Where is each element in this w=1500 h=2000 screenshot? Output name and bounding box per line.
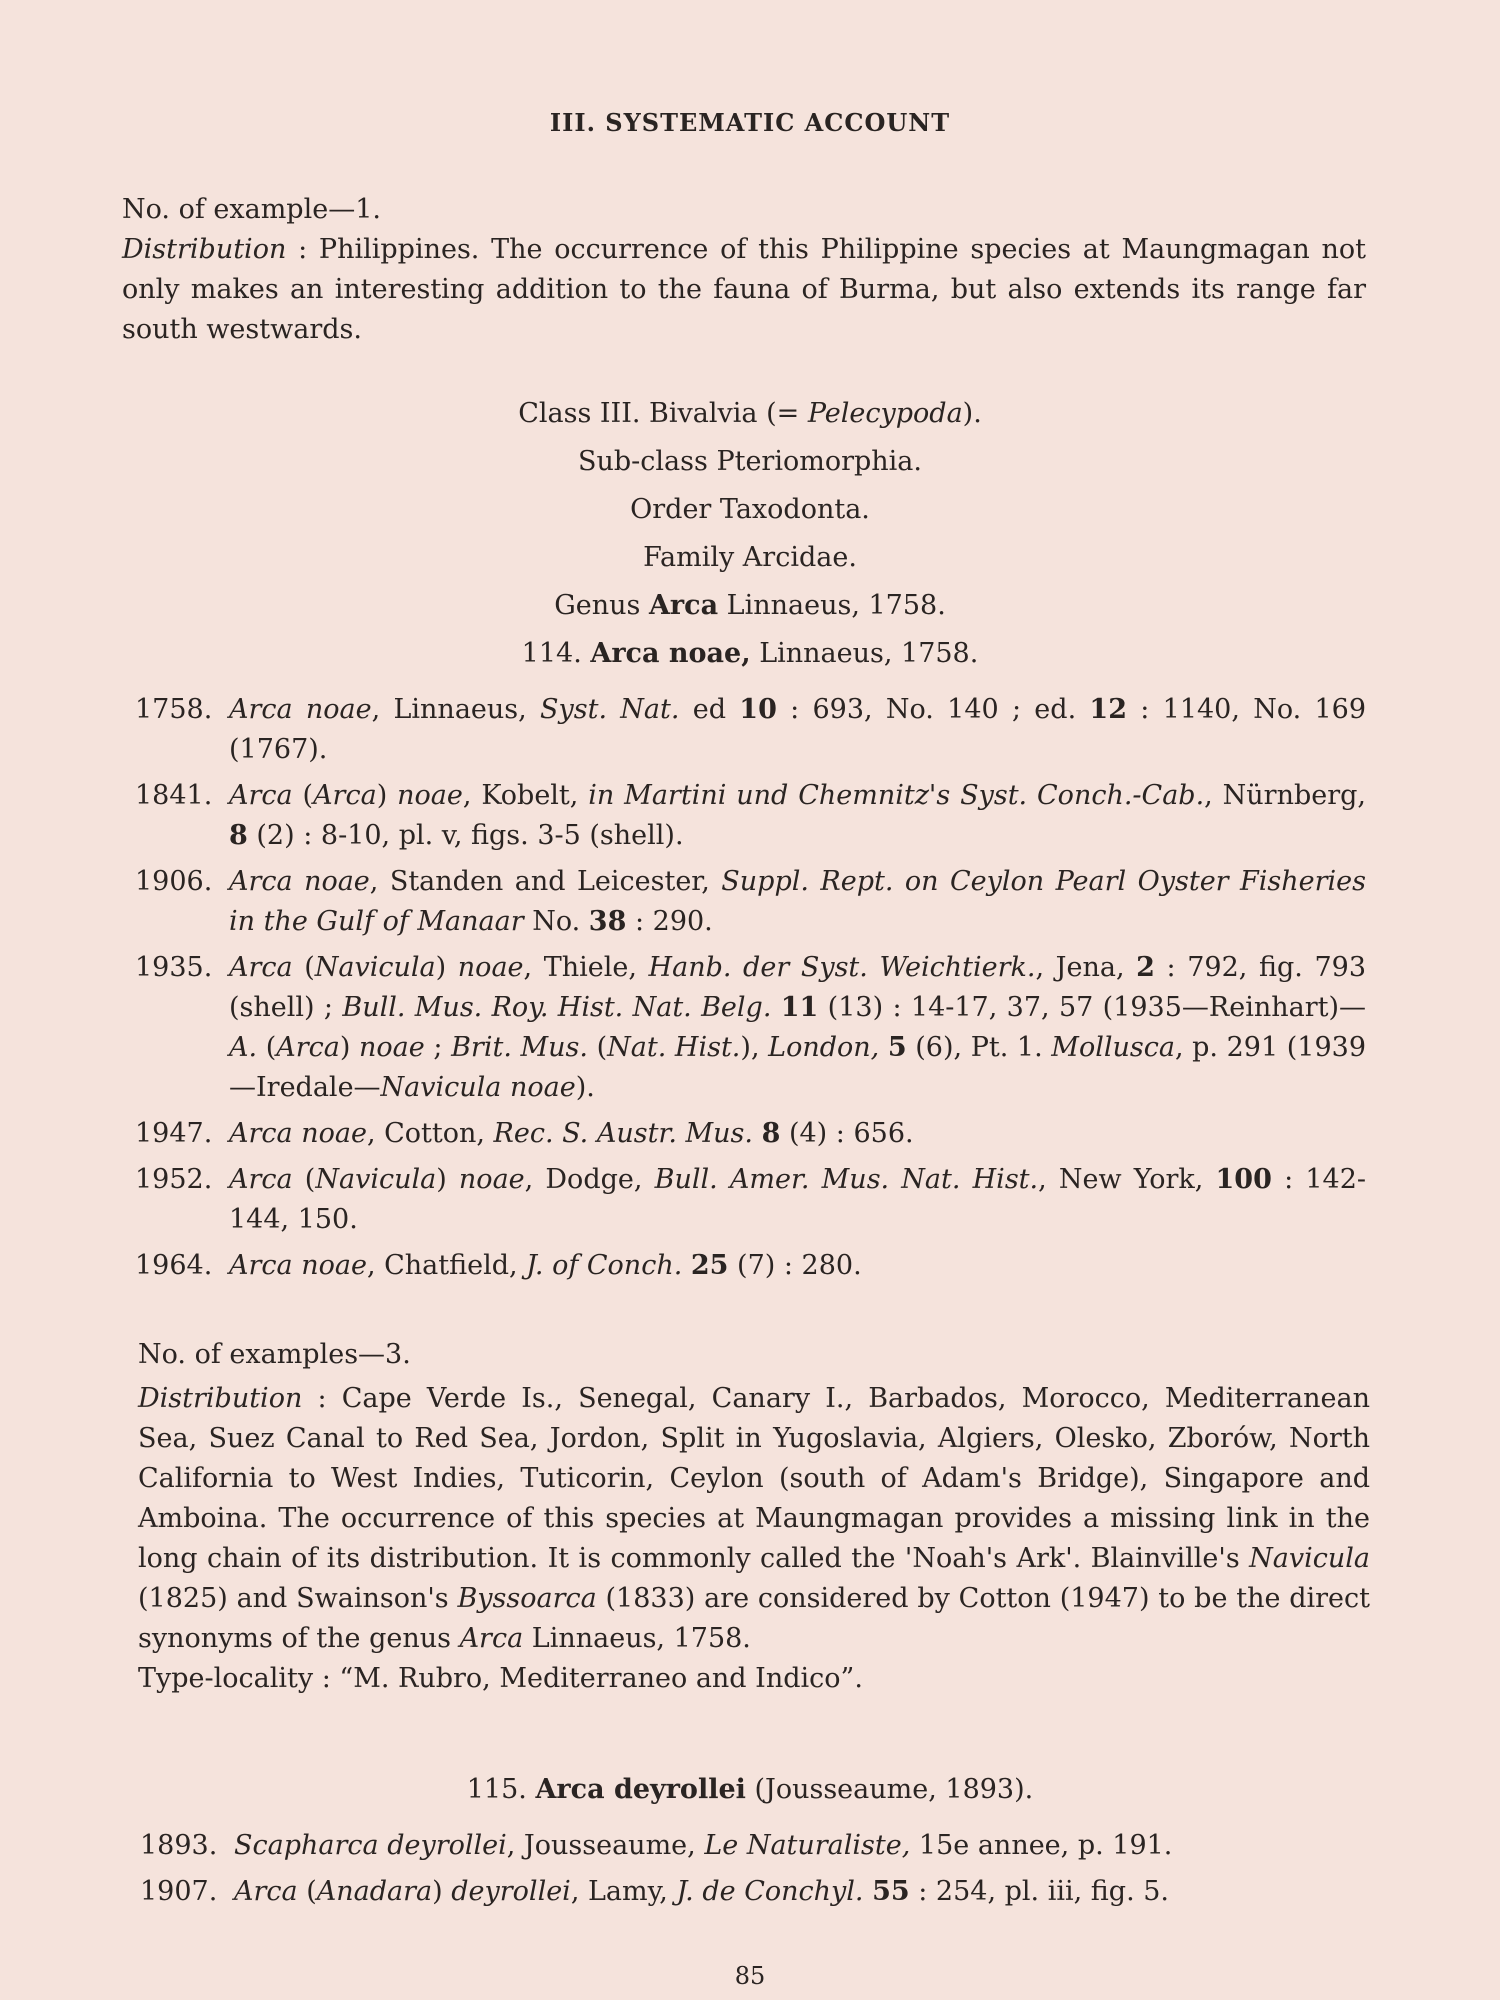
taxonomy-block <box>0 390 1500 678</box>
family-line: Family Arcidae. <box>643 542 857 573</box>
section-1 <box>122 190 1366 350</box>
section-2 <box>138 1335 1370 1699</box>
examples-count-2: No. of examples—3. <box>138 1339 411 1370</box>
running-header: III. SYSTEMATIC ACCOUNT <box>549 108 951 137</box>
subclass-line: Sub-class Pteriomorphia. <box>578 446 922 477</box>
page-number: 85 <box>734 1962 766 1990</box>
type-locality: Type-locality : “M. Rubro, Mediterraneo and Indico”. <box>138 1663 863 1694</box>
class-line: Class III. Bivalvia (= Pelecypoda). <box>518 398 982 429</box>
reference-entry: 1947. Arca noae, Cotton, Rec. S. Austr. Mus. 8 (4) : 656. <box>135 1118 914 1149</box>
reference-entry: 1758. Arca noae, Linnaeus, Syst. Nat. ed 10 : 693, No. 140 ; ed. 12 : 1140, No. 169 (1767). <box>135 694 1366 765</box>
reference-entry: 1952. Arca (Navicula) noae, Dodge, Bull. Amer. Mus. Nat. Hist., New York, 100 : 142-144, 150. <box>135 1164 1366 1235</box>
genus-line: Genus Arca Linnaeus, 1758. <box>554 590 946 621</box>
reference-entry: 1841. Arca (Arca) noae, Kobelt, in Martini und Chemnitz's Syst. Conch.-Cab., Nürnberg, 8 (2) : 8-10, pl. v, figs. 3-5 (shell). <box>135 780 1366 851</box>
order-line: Order Taxodonta. <box>630 494 870 525</box>
distribution-2: Distribution : Cape Verde Is., Senegal, Canary I., Barbados, Morocco, Mediterranean Sea, Suez Canal to Red Sea, Jordon, Split in Yugoslavia, Algiers, Olesko, Zborów, North California to West Indies, Tuticorin, Ceylon (south of Adam's Bridge), Singapore and Amboina. The occurrence of this species at Maungmagan provides a missing link in the long chain of its distribution. It is commonly called the 'Noah's Ark'. Blainville's Navicula (1825) and Swainson's Byssoarca (1833) are considered by Cotton (1947) to be the direct synonyms of the genus Arca Linnaeus, 1758. <box>138 1383 1371 1654</box>
references-115 <box>140 1826 1366 1918</box>
reference-entry: 1907. Arca (Anadara) deyrollei, Lamy, J. de Conchyl. 55 : 254, pl. iii, fig. 5. <box>140 1876 1169 1907</box>
species-114-heading: 114. Arca noae, Linnaeus, 1758. <box>521 638 979 669</box>
reference-entry: 1893. Scapharca deyrollei, Jousseaume, Le Naturaliste, 15e annee, p. 191. <box>140 1830 1173 1861</box>
reference-entry: 1906. Arca noae, Standen and Leicester, Suppl. Rept. on Ceylon Pearl Oyster Fisheries in the Gulf of Manaar No. 38 : 290. <box>135 866 1366 937</box>
references-114 <box>135 690 1366 1292</box>
reference-entry: 1935. Arca (Navicula) noae, Thiele, Hanb. der Syst. Weichtierk., Jena, 2 : 792, fig. 793 (shell) ; Bull. Mus. Roy. Hist. Nat. Belg. 11 (13) : 14-17, 37, 57 (1935—Reinhart)—A. (Arca) noae ; Brit. Mus. (Nat. Hist.), London, 5 (6), Pt. 1. Mollusca, p. 291 (1939—Iredale—Navicula noae). <box>135 952 1367 1103</box>
reference-entry: 1964. Arca noae, Chatfield, J. of Conch. 25 (7) : 280. <box>135 1250 862 1281</box>
distribution-1: Distribution : Philippines. The occurrence of this Philippine species at Maungmagan not only makes an interesting addition to the fauna of Burma, but also extends its range far south westwards. <box>122 234 1366 345</box>
species-115-heading: 115. Arca deyrollei (Jousseaume, 1893). <box>466 1774 1034 1805</box>
examples-count-1: No. of example—1. <box>122 194 381 225</box>
